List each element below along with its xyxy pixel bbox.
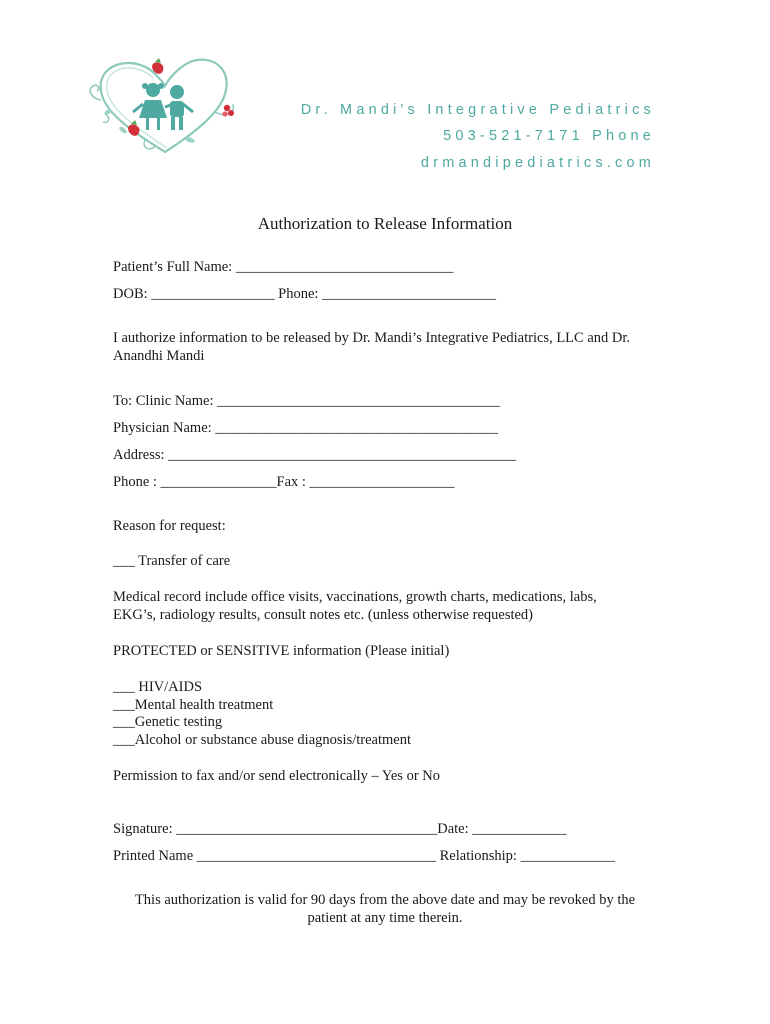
mental-health-option[interactable]: ___Mental health treatment xyxy=(113,697,274,713)
dob-phone-field[interactable]: DOB: _________________ Phone: ________________________ xyxy=(113,286,497,302)
reason-heading: Reason for request: xyxy=(113,518,226,534)
fax-permission-question[interactable]: Permission to fax and/or send electronically – Yes or No xyxy=(113,768,441,784)
practice-logo xyxy=(85,52,245,157)
genetic-testing-option[interactable]: ___Genetic testing xyxy=(113,714,223,730)
signature-date-field[interactable]: Signature: ____________________________________Date: _____________ xyxy=(113,821,567,837)
authorization-text-line-1: I authorize information to be released by Dr. Mandi’s Integrative Pediatrics, LLC and Dr. xyxy=(113,330,631,346)
protected-heading: PROTECTED or SENSITIVE information (Please initial) xyxy=(113,643,450,659)
child-girl-icon xyxy=(133,83,167,130)
vine-icon xyxy=(90,85,101,100)
practice-name: Dr. Mandi's Integrative Pediatrics xyxy=(300,102,655,118)
phone-fax-field[interactable]: Phone : ________________Fax : ____________________ xyxy=(113,474,455,490)
practice-website: drmandipediatrics.com xyxy=(420,155,655,171)
practice-phone: 503-521-7171 Phone xyxy=(443,128,655,144)
child-boy-icon xyxy=(165,85,193,130)
patient-name-field[interactable]: Patient’s Full Name: ______________________________ xyxy=(113,259,454,275)
clinic-name-field[interactable]: To: Clinic Name: _______________________________________ xyxy=(113,393,500,409)
address-field[interactable]: Address: ________________________________________________ xyxy=(113,447,517,463)
validity-text-line-2: patient at any time therein. xyxy=(307,910,463,926)
hiv-aids-option[interactable]: ___ HIV/AIDS xyxy=(113,679,203,695)
authorization-text-line-2: Anandhi Mandi xyxy=(113,348,205,364)
form-title: Authorization to Release Information xyxy=(257,214,513,233)
physician-name-field[interactable]: Physician Name: _______________________________________ xyxy=(113,420,499,436)
printed-name-relationship-field[interactable]: Printed Name _________________________________ Relationship: _____________ xyxy=(113,848,615,864)
transfer-of-care-option[interactable]: ___ Transfer of care xyxy=(113,553,231,569)
strawberry-icon xyxy=(128,120,139,136)
validity-text-line-1: This authorization is valid for 90 days from the above date and may be revoked by the xyxy=(134,892,636,908)
records-text-line-2: EKG’s, radiology results, consult notes etc. (unless otherwise requested) xyxy=(113,607,534,623)
substance-abuse-option[interactable]: ___Alcohol or substance abuse diagnosis/treatment xyxy=(113,732,411,748)
records-text-line-1: Medical record include office visits, vaccinations, growth charts, medications, labs, xyxy=(113,589,597,605)
heart-outline-icon xyxy=(101,60,227,152)
